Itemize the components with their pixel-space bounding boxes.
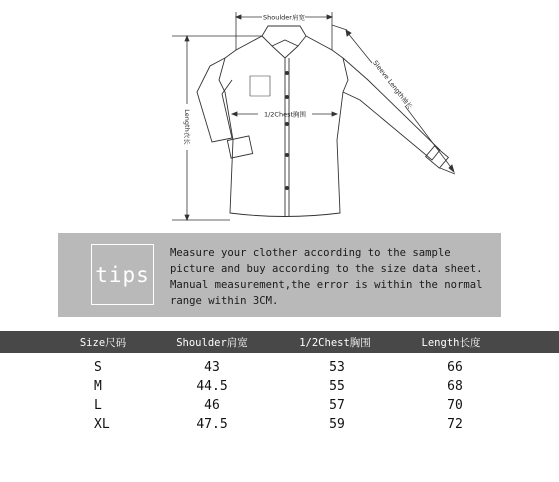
button (285, 122, 289, 126)
cell-size: S (94, 360, 102, 375)
cell-size: M (94, 379, 102, 394)
table-row (0, 398, 559, 416)
cell-shoulder: 43 (204, 360, 220, 375)
table-row (0, 379, 559, 397)
tips-text (170, 245, 500, 309)
cell-shoulder: 47.5 (196, 417, 228, 432)
table-row (0, 360, 559, 378)
cell-length: 66 (447, 360, 463, 375)
shirt-measurement-diagram (0, 0, 559, 232)
tips-badge: tips (91, 244, 154, 305)
cell-length: 70 (447, 398, 463, 413)
header-chest: 1/2Chest胸围 (299, 337, 371, 349)
tips-line: Measure your clother according to the sample (170, 247, 451, 259)
shirt-collar (262, 26, 306, 46)
cell-size: XL (94, 417, 110, 432)
shoulder-label: Shoulder肩宽 (263, 13, 305, 22)
header-shoulder: Shoulder肩宽 (176, 337, 248, 349)
table-header (0, 331, 559, 353)
tips-line: picture and buy according to the size data sheet. (170, 263, 483, 275)
cell-length: 72 (447, 417, 463, 432)
button (285, 153, 289, 157)
shirt-right-sleeve (343, 58, 440, 160)
tips-panel (58, 233, 501, 317)
cell-shoulder: 44.5 (196, 379, 228, 394)
tips-line: range within 3CM. (170, 295, 279, 307)
cell-size: L (94, 398, 102, 413)
cell-chest: 59 (329, 417, 345, 432)
sleeve-length-label: Sleeve Length袖长 (371, 58, 414, 111)
cell-length: 68 (447, 379, 463, 394)
size-table (0, 331, 559, 432)
cell-chest: 55 (329, 379, 345, 394)
shirt-body-outline (219, 36, 348, 217)
cell-shoulder: 46 (204, 398, 220, 413)
button (285, 186, 289, 190)
table-row (0, 417, 559, 435)
cell-chest: 53 (329, 360, 345, 375)
button (285, 71, 289, 75)
header-size: Size尺码 (79, 337, 127, 349)
header-length: Length长度 (421, 337, 481, 349)
button (285, 95, 289, 99)
length-label: Length衣长 (183, 109, 191, 145)
chest-label: 1/2Chest胸围 (263, 110, 307, 119)
cell-chest: 57 (329, 398, 345, 413)
tips-line: Manual measurement,the error is within the normal (170, 279, 483, 291)
